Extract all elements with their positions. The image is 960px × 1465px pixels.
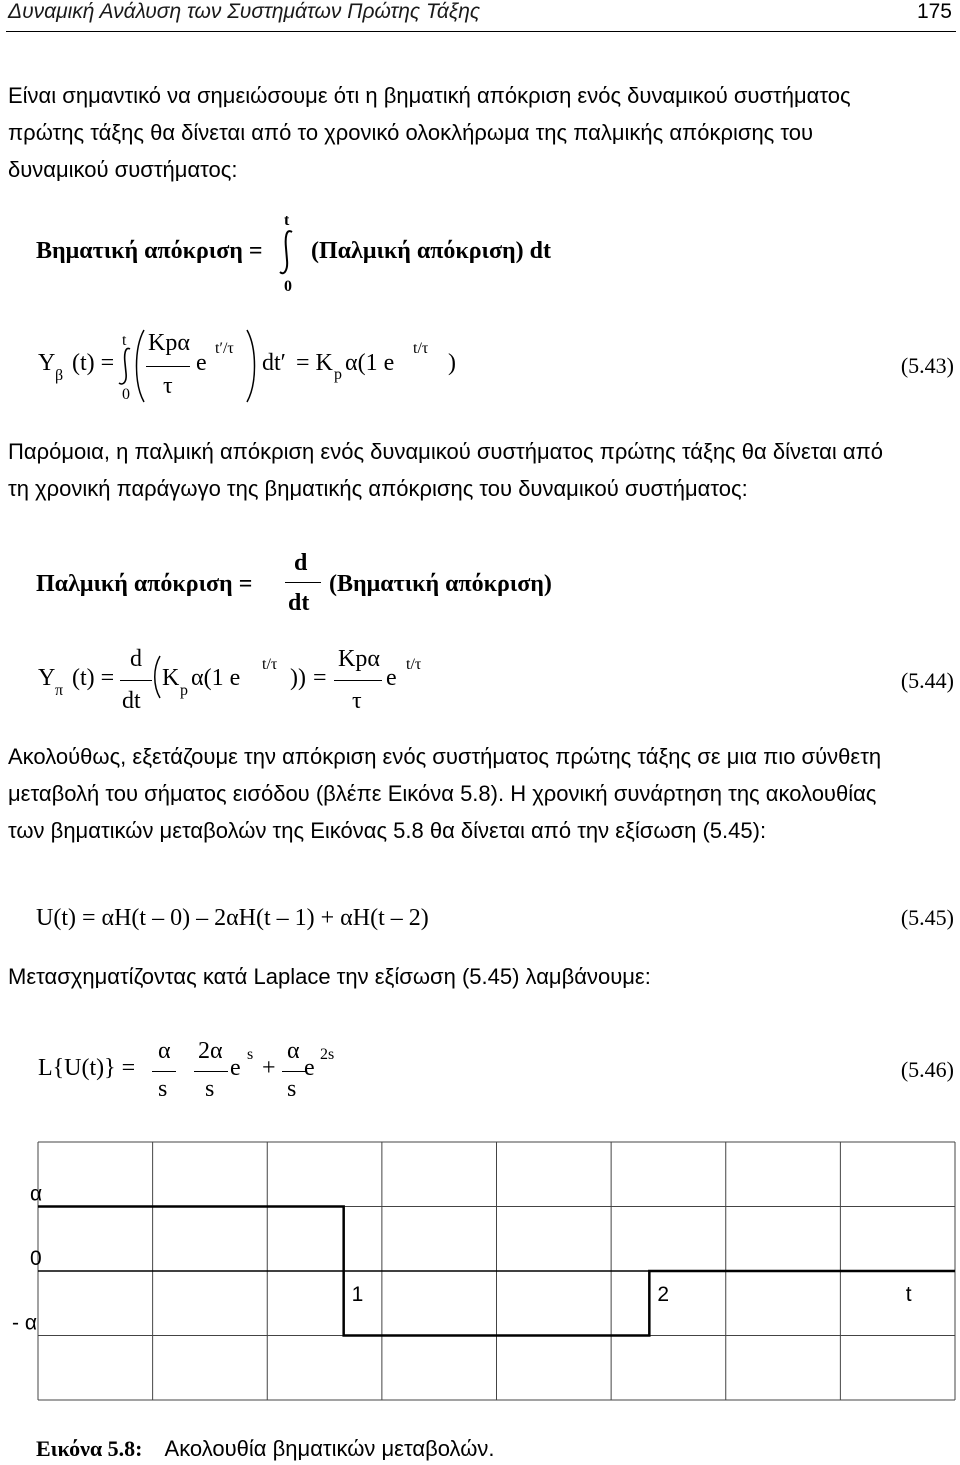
eq544-sub: π [55, 682, 64, 699]
eq-step-upper-limit: t [284, 212, 290, 229]
eq544-numerator2: Kpα [338, 646, 380, 672]
paragraph-line: Ακολούθως, εξετάζουμε την απόκριση ενός συστήματος πρώτης τάξης σε μια πιο σύνθετη [8, 744, 882, 769]
fraction-line [194, 1071, 228, 1072]
eq544-inner: α(1 e [191, 665, 241, 691]
paragraph-2 [8, 433, 883, 507]
equation-number-5-44: (5.44) [900, 668, 954, 693]
paragraph-4: Μετασχηματίζοντας κατά Laplace την εξίσωση (5.45) λαμβάνουμε: [8, 964, 651, 989]
eq546-f1-num: α [158, 1038, 171, 1064]
eq543-sub: β [55, 367, 64, 384]
eq546-f2-den: s [205, 1076, 215, 1102]
eq543-Y: Y [38, 350, 56, 376]
eq544-equals: = [313, 665, 327, 691]
fraction-line [285, 582, 321, 583]
eq543-equals-K: = K [296, 350, 333, 376]
eq543-arg: (t) = [72, 350, 115, 376]
paragraph-line: πρώτης τάξης θα δίνεται από το χρονικό ολοκλήρωμα της παλμικής απόκρισης του [8, 120, 814, 145]
eq-impulse-rhs: (Βηματική απόκριση) [329, 571, 552, 597]
paragraph-line: τη χρονική παράγωγο της βηματικής απόκρισης του δυναμικού συστήματος: [8, 476, 748, 501]
figure-caption [36, 1436, 495, 1462]
paragraph-line: Είναι σημαντικό να σημειώσουμε ότι η βηματική απόκριση ενός δυναμικού συστήματος [8, 83, 851, 108]
eq546-plus: + [262, 1055, 276, 1081]
eq543-upper: t [122, 332, 127, 349]
paragraph-line: Παρόμοια, η παλμική απόκριση ενός δυναμικού συστήματος πρώτης τάξης θα δίνεται από [8, 439, 884, 464]
equation-number-5-43: (5.43) [900, 353, 954, 378]
header-rule [6, 31, 956, 32]
y-tick-label-minus-alpha: - α [12, 1311, 37, 1335]
eq544-denominator2: τ [352, 688, 362, 714]
integral-sign-icon [276, 228, 298, 276]
paragraph-line: μεταβολή του σήματος εισόδου (βλέπε Εικόνα 5.8). Η χρονική συνάρτηση της ακολουθίας [8, 781, 877, 806]
x-tick-label-2: 2 [657, 1283, 670, 1306]
eq543-exponent2: t/τ [413, 340, 429, 357]
paragraph-line: των βηματικών μεταβολών της Εικόνας 5.8 θα δίνεται από την εξίσωση (5.45): [8, 818, 767, 843]
equation-number-5-45: (5.45) [900, 905, 954, 930]
equation-5-45: U(t) = αH(t – 0) – 2αH(t – 1) + αH(t – 2) [36, 905, 429, 931]
eq546-e1: e [230, 1055, 241, 1081]
eq-step-lower-limit: 0 [284, 278, 292, 295]
left-paren-icon [132, 328, 146, 404]
eq543-denominator: τ [163, 373, 173, 399]
eq546-f3-den: s [287, 1076, 297, 1102]
eq-impulse-denominator: dt [288, 590, 310, 616]
x-axis-label-t: t [905, 1283, 912, 1306]
eq-step-rhs: (Παλμική απόκριση) dt [311, 238, 552, 264]
fraction-line [282, 1071, 306, 1072]
eq543-close: ) [448, 350, 456, 376]
eq543-rest: α(1 e [345, 350, 395, 376]
eq546-f3-num: α [287, 1038, 300, 1064]
right-paren-icon [245, 328, 259, 404]
left-paren-icon [150, 654, 162, 700]
eq544-denominator: dt [122, 688, 141, 714]
equation-number-5-46: (5.46) [900, 1057, 954, 1082]
eq544-numerator: d [130, 646, 142, 672]
eq546-e2: e [304, 1055, 315, 1081]
eq544-Y: Y [38, 665, 56, 691]
eq546-lhs: L{U(t)} = [38, 1055, 136, 1081]
fraction-line [334, 680, 382, 681]
eq544-e: e [386, 665, 397, 691]
eq543-lower: 0 [122, 386, 130, 403]
running-header-title: Δυναμική Ανάλυση των Συστημάτων Πρώτης Τάξης [8, 0, 481, 23]
eq544-exponent: t/τ [262, 656, 278, 673]
paragraph-3 [8, 738, 881, 849]
eq543-p-sub: p [334, 366, 342, 383]
step-sequence-chart [0, 1130, 960, 1415]
eq-impulse-numerator: d [294, 550, 308, 576]
eq544-exponent2: t/τ [406, 656, 422, 673]
y-tick-label-zero: 0 [30, 1247, 42, 1270]
eq544-close: )) [290, 665, 306, 691]
fraction-line [146, 366, 190, 367]
y-tick-label-alpha: α [30, 1182, 43, 1206]
fraction-line [120, 680, 152, 681]
eq544-p-sub: p [180, 682, 188, 699]
x-tick-label-1: 1 [351, 1283, 364, 1306]
eq544-K: K [162, 665, 180, 691]
eq546-f2-num: 2α [198, 1038, 223, 1064]
eq546-exp1: s [247, 1046, 254, 1063]
caption-label: Εικόνα 5.8: [36, 1436, 143, 1461]
eq546-exp2: 2s [320, 1046, 335, 1063]
paragraph-line: δυναμικού συστήματος: [8, 157, 238, 182]
eq543-numerator: Kpα [148, 330, 190, 356]
eq-impulse-lhs: Παλμική απόκριση = [36, 571, 253, 597]
caption-text: Ακολουθία βηματικών μεταβολών. [164, 1436, 495, 1461]
eq544-arg: (t) = [72, 665, 115, 691]
eq543-e: e [196, 350, 207, 376]
eq543-exponent: t′/τ [215, 340, 234, 357]
eq546-f1-den: s [158, 1076, 168, 1102]
fraction-line [152, 1071, 176, 1072]
eq-step-lhs: Βηματική απόκριση = [36, 238, 263, 264]
page-number: 175 [916, 0, 952, 23]
paragraph-1 [8, 77, 851, 188]
eq543-dtprime: dt′ [262, 350, 286, 376]
